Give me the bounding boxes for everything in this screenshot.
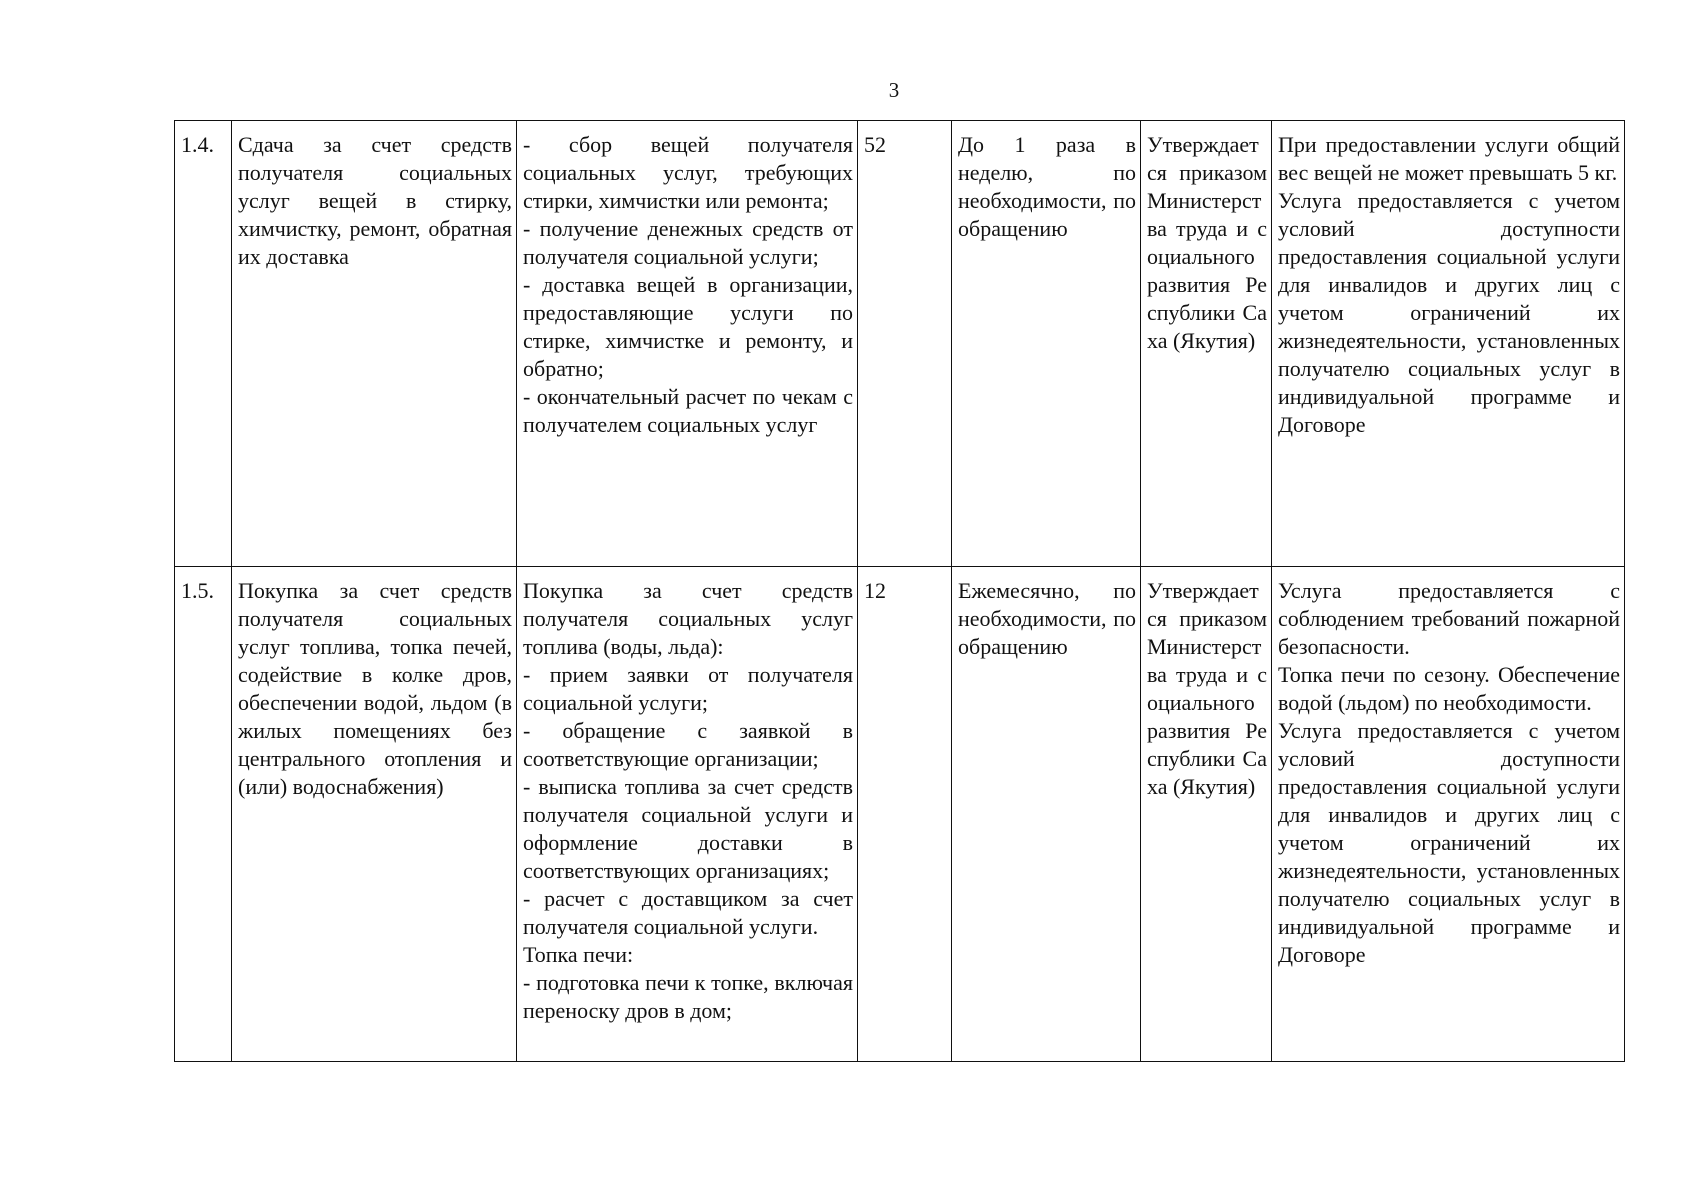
row-number: 1.5.: [175, 567, 232, 1062]
service-name: Сдача за счет средств получателя социальных услуг вещей в стирку, химчистку, ремонт, обратная их доставка: [232, 121, 517, 567]
content-item: - получение денежных средств от получателя социальной услуги;: [523, 216, 853, 269]
service-name: Покупка за счет средств получателя социальных услуг топлива, топка печей, содействие в колке дров, обеспечении водой, льдом (в жилых помещениях без центрального отопления и (или) водоснабжения): [232, 567, 517, 1062]
rules-item: Услуга предоставляется с соблюдением требований пожарной безопасности.: [1278, 578, 1620, 659]
content-item: - прием заявки от получателя социальной услуги;: [523, 662, 853, 715]
content-item: - сбор вещей получателя социальных услуг, требующих стирки, химчистки или ремонта;: [523, 132, 853, 213]
service-count: 12: [858, 567, 952, 1062]
service-tariff: Утверждается приказом Министерства труда и социального развития Республики Саха (Якутия): [1141, 567, 1272, 1062]
service-content: [517, 567, 858, 1062]
service-tariff: Утверждается приказом Министерства труда и социального развития Республики Саха (Якутия): [1141, 121, 1272, 567]
service-rules: [1272, 567, 1625, 1062]
service-period: Ежемесячно, по необходимости, по обращению: [952, 567, 1141, 1062]
service-content: [517, 121, 858, 567]
rules-item: Услуга предоставляется с учетом условий доступности предоставления социальной услуги для инвалидов и других лиц с учетом ограничений их жизнедеятельности, установленных получателю социальных услуг в индивидуальной программе и Договоре: [1278, 718, 1620, 967]
rules-item: Услуга предоставляется с учетом условий доступности предоставления социальной услуги для инвалидов и других лиц с учетом ограничений их жизнедеятельности, установленных получателю социальных услуг в индивидуальной программе и Договоре: [1278, 188, 1620, 437]
rules-item: При предоставлении услуги общий вес вещей не может превышать 5 кг.: [1278, 132, 1620, 185]
service-period: До 1 раза в неделю, по необходимости, по обращению: [952, 121, 1141, 567]
content-item: - подготовка печи к топке, включая переноску дров в дом;: [523, 970, 853, 1023]
content-item: - выписка топлива за счет средств получателя социальной услуги и оформление доставки в соответствующих организациях;: [523, 774, 853, 883]
content-item: - доставка вещей в организации, предоставляющие услуги по стирке, химчистке и ремонту, и обратно;: [523, 272, 853, 381]
page-number: 3: [888, 78, 900, 102]
content-item: - обращение с заявкой в соответствующие организации;: [523, 718, 853, 771]
services-table: [174, 120, 1625, 1062]
rules-item: Топка печи по сезону. Обеспечение водой (льдом) по необходимости.: [1278, 662, 1620, 715]
service-count: 52: [858, 121, 952, 567]
content-item: - окончательный расчет по чекам с получателем социальных услуг: [523, 384, 853, 437]
content-item: Покупка за счет средств получателя социальных услуг топлива (воды, льда):: [523, 578, 853, 659]
row-number: 1.4.: [175, 121, 232, 567]
service-rules: [1272, 121, 1625, 567]
content-item: - расчет с доставщиком за счет получателя социальной услуги.: [523, 886, 853, 939]
content-item: Топка печи:: [523, 942, 634, 967]
table-row: [175, 121, 1625, 567]
table-row: [175, 567, 1625, 1062]
